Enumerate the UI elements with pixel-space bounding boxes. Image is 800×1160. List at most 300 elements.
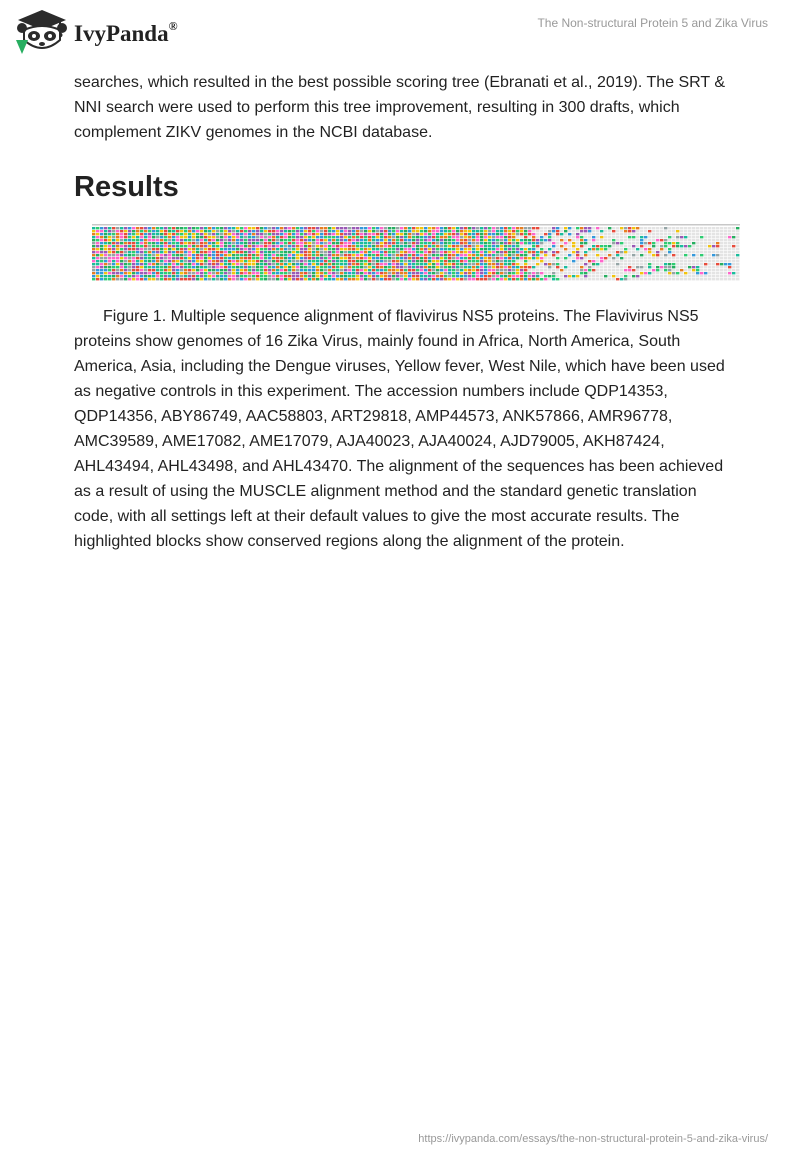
- alignment-cell: [424, 278, 427, 280]
- alignment-cell: [224, 278, 227, 280]
- alignment-cell: [480, 272, 483, 274]
- alignment-cell: [244, 239, 247, 241]
- alignment-cell: [652, 239, 655, 241]
- alignment-cell: [368, 227, 371, 229]
- alignment-cell: [448, 275, 451, 277]
- alignment-cell: [300, 272, 303, 274]
- alignment-cell: [360, 245, 363, 247]
- alignment-cell: [536, 269, 539, 271]
- alignment-cell: [636, 266, 639, 268]
- alignment-cell: [524, 263, 527, 265]
- alignment-cell: [344, 230, 347, 232]
- alignment-cell: [356, 266, 359, 268]
- alignment-cell: [316, 245, 319, 247]
- alignment-cell: [244, 254, 247, 256]
- footer-url[interactable]: https://ivypanda.com/essays/the-non-structural-protein-5-and-zika-virus/: [418, 1133, 768, 1145]
- alignment-cell: [420, 248, 423, 250]
- alignment-cell: [604, 227, 607, 229]
- alignment-cell: [472, 239, 475, 241]
- alignment-cell: [460, 227, 463, 229]
- alignment-cell: [240, 263, 243, 265]
- alignment-cell: [628, 275, 631, 277]
- alignment-cell: [292, 251, 295, 253]
- alignment-cell: [508, 269, 511, 271]
- alignment-cell: [368, 239, 371, 241]
- alignment-cell: [596, 251, 599, 253]
- alignment-cell: [436, 260, 439, 262]
- alignment-cell: [460, 266, 463, 268]
- alignment-cell: [280, 245, 283, 247]
- alignment-cell: [668, 227, 671, 229]
- alignment-cell: [180, 278, 183, 280]
- alignment-cell: [368, 230, 371, 232]
- alignment-cell: [144, 257, 147, 259]
- alignment-cell: [400, 242, 403, 244]
- alignment-cell: [464, 278, 467, 280]
- alignment-cell: [292, 257, 295, 259]
- alignment-cell: [420, 230, 423, 232]
- alignment-cell: [500, 248, 503, 250]
- alignment-cell: [468, 263, 471, 265]
- alignment-cell: [684, 272, 687, 274]
- alignment-cell: [324, 245, 327, 247]
- alignment-cell: [712, 227, 715, 229]
- alignment-cell: [204, 248, 207, 250]
- alignment-cell: [204, 257, 207, 259]
- alignment-cell: [284, 260, 287, 262]
- alignment-cell: [276, 248, 279, 250]
- alignment-cell: [432, 236, 435, 238]
- alignment-cell: [728, 254, 731, 256]
- alignment-cell: [112, 227, 115, 229]
- alignment-cell: [504, 230, 507, 232]
- alignment-cell: [656, 245, 659, 247]
- alignment-cell: [680, 269, 683, 271]
- alignment-cell: [604, 278, 607, 280]
- alignment-cell: [436, 242, 439, 244]
- alignment-cell: [212, 278, 215, 280]
- alignment-cell: [220, 230, 223, 232]
- alignment-cell: [708, 278, 711, 280]
- alignment-cell: [588, 269, 591, 271]
- alignment-cell: [540, 251, 543, 253]
- alignment-cell: [660, 260, 663, 262]
- alignment-cell: [624, 254, 627, 256]
- alignment-cell: [708, 251, 711, 253]
- alignment-cell: [132, 272, 135, 274]
- alignment-cell: [536, 278, 539, 280]
- alignment-cell: [284, 254, 287, 256]
- alignment-cell: [436, 269, 439, 271]
- alignment-cell: [456, 263, 459, 265]
- alignment-cell: [196, 269, 199, 271]
- alignment-cell: [432, 263, 435, 265]
- alignment-cell: [320, 227, 323, 229]
- alignment-cell: [336, 242, 339, 244]
- alignment-cell: [484, 242, 487, 244]
- alignment-cell: [612, 230, 615, 232]
- alignment-cell: [652, 272, 655, 274]
- alignment-cell: [108, 236, 111, 238]
- alignment-cell: [256, 260, 259, 262]
- alignment-cell: [736, 233, 739, 235]
- alignment-cell: [280, 278, 283, 280]
- alignment-cell: [580, 272, 583, 274]
- alignment-cell: [592, 233, 595, 235]
- alignment-cell: [448, 260, 451, 262]
- alignment-cell: [552, 242, 555, 244]
- alignment-cell: [520, 269, 523, 271]
- alignment-cell: [288, 248, 291, 250]
- alignment-cell: [592, 278, 595, 280]
- alignment-cell: [496, 230, 499, 232]
- alignment-cell: [188, 227, 191, 229]
- alignment-cell: [548, 230, 551, 232]
- alignment-cell: [620, 227, 623, 229]
- alignment-cell: [556, 266, 559, 268]
- alignment-cell: [676, 248, 679, 250]
- alignment-cell: [132, 227, 135, 229]
- alignment-cell: [144, 263, 147, 265]
- alignment-cell: [416, 245, 419, 247]
- alignment-cell: [280, 230, 283, 232]
- alignment-cell: [536, 257, 539, 259]
- alignment-cell: [532, 275, 535, 277]
- alignment-cell: [664, 257, 667, 259]
- alignment-cell: [360, 278, 363, 280]
- alignment-cell: [480, 233, 483, 235]
- alignment-cell: [112, 251, 115, 253]
- alignment-cell: [408, 251, 411, 253]
- alignment-cell: [528, 248, 531, 250]
- alignment-cell: [628, 230, 631, 232]
- alignment-cell: [456, 245, 459, 247]
- alignment-cell: [608, 245, 611, 247]
- alignment-cell: [632, 239, 635, 241]
- alignment-cell: [116, 278, 119, 280]
- alignment-cell: [720, 269, 723, 271]
- alignment-cell: [656, 239, 659, 241]
- alignment-cell: [592, 245, 595, 247]
- alignment-cell: [296, 272, 299, 274]
- alignment-cell: [516, 251, 519, 253]
- alignment-cell: [672, 272, 675, 274]
- alignment-cell: [172, 233, 175, 235]
- alignment-cell: [496, 227, 499, 229]
- alignment-cell: [548, 257, 551, 259]
- alignment-cell: [704, 278, 707, 280]
- alignment-cell: [140, 260, 143, 262]
- alignment-cell: [456, 230, 459, 232]
- alignment-cell: [556, 251, 559, 253]
- alignment-cell: [92, 257, 95, 259]
- alignment-cell: [736, 275, 739, 277]
- alignment-cell: [412, 248, 415, 250]
- alignment-cell: [368, 275, 371, 277]
- alignment-cell: [384, 242, 387, 244]
- alignment-cell: [696, 275, 699, 277]
- alignment-cell: [572, 248, 575, 250]
- alignment-cell: [380, 263, 383, 265]
- alignment-cell: [588, 266, 591, 268]
- alignment-cell: [500, 275, 503, 277]
- alignment-cell: [216, 275, 219, 277]
- alignment-cell: [284, 248, 287, 250]
- alignment-cell: [568, 245, 571, 247]
- alignment-cell: [512, 245, 515, 247]
- alignment-cell: [432, 251, 435, 253]
- alignment-cell: [472, 233, 475, 235]
- alignment-cell: [196, 230, 199, 232]
- alignment-cell: [640, 245, 643, 247]
- alignment-cell: [628, 242, 631, 244]
- alignment-cell: [248, 251, 251, 253]
- alignment-cell: [712, 275, 715, 277]
- alignment-cell: [132, 245, 135, 247]
- alignment-cell: [544, 269, 547, 271]
- alignment-cell: [512, 260, 515, 262]
- alignment-cell: [652, 257, 655, 259]
- alignment-cell: [464, 275, 467, 277]
- alignment-cell: [164, 263, 167, 265]
- ivypanda-logo[interactable]: [14, 8, 178, 56]
- alignment-cell: [524, 239, 527, 241]
- alignment-cell: [136, 254, 139, 256]
- alignment-cell: [532, 233, 535, 235]
- alignment-cell: [576, 254, 579, 256]
- alignment-cell: [444, 227, 447, 229]
- alignment-cell: [132, 233, 135, 235]
- alignment-cell: [624, 236, 627, 238]
- alignment-cell: [692, 251, 695, 253]
- alignment-cell: [672, 248, 675, 250]
- alignment-cell: [716, 248, 719, 250]
- alignment-cell: [160, 269, 163, 271]
- alignment-cell: [712, 260, 715, 262]
- alignment-cell: [480, 230, 483, 232]
- alignment-cell: [504, 233, 507, 235]
- alignment-cell: [300, 227, 303, 229]
- alignment-cell: [472, 269, 475, 271]
- alignment-cell: [100, 236, 103, 238]
- alignment-cell: [92, 233, 95, 235]
- alignment-cell: [104, 269, 107, 271]
- alignment-cell: [684, 245, 687, 247]
- alignment-cell: [292, 275, 295, 277]
- alignment-cell: [388, 266, 391, 268]
- alignment-cell: [524, 248, 527, 250]
- alignment-cell: [376, 275, 379, 277]
- alignment-cell: [488, 251, 491, 253]
- alignment-cell: [212, 251, 215, 253]
- alignment-cell: [96, 269, 99, 271]
- alignment-cell: [404, 278, 407, 280]
- alignment-cell: [716, 272, 719, 274]
- alignment-cell: [724, 245, 727, 247]
- alignment-cell: [264, 239, 267, 241]
- alignment-cell: [140, 257, 143, 259]
- alignment-cell: [288, 275, 291, 277]
- alignment-cell: [588, 245, 591, 247]
- alignment-cell: [636, 233, 639, 235]
- alignment-cell: [172, 272, 175, 274]
- alignment-cell: [216, 257, 219, 259]
- alignment-cell: [116, 239, 119, 241]
- alignment-cell: [328, 257, 331, 259]
- alignment-cell: [204, 263, 207, 265]
- alignment-cell: [704, 275, 707, 277]
- alignment-cell: [580, 239, 583, 241]
- alignment-cell: [532, 263, 535, 265]
- alignment-cell: [364, 248, 367, 250]
- alignment-cell: [616, 272, 619, 274]
- alignment-cell: [400, 233, 403, 235]
- alignment-cell: [324, 239, 327, 241]
- alignment-cell: [552, 227, 555, 229]
- alignment-cell: [332, 266, 335, 268]
- alignment-cell: [284, 242, 287, 244]
- alignment-cell: [244, 227, 247, 229]
- alignment-cell: [152, 269, 155, 271]
- alignment-cell: [728, 278, 731, 280]
- alignment-cell: [392, 275, 395, 277]
- alignment-cell: [240, 242, 243, 244]
- alignment-cell: [172, 230, 175, 232]
- alignment-cell: [728, 242, 731, 244]
- alignment-cell: [368, 272, 371, 274]
- alignment-cell: [484, 227, 487, 229]
- alignment-cell: [728, 269, 731, 271]
- alignment-cell: [600, 236, 603, 238]
- alignment-cell: [520, 236, 523, 238]
- alignment-cell: [92, 278, 95, 280]
- alignment-cell: [188, 278, 191, 280]
- alignment-cell: [668, 272, 671, 274]
- alignment-cell: [460, 242, 463, 244]
- alignment-cell: [696, 272, 699, 274]
- alignment-cell: [252, 269, 255, 271]
- alignment-cell: [312, 242, 315, 244]
- alignment-cell: [468, 233, 471, 235]
- alignment-cell: [712, 236, 715, 238]
- alignment-cell: [364, 251, 367, 253]
- alignment-cell: [428, 263, 431, 265]
- alignment-cell: [600, 260, 603, 262]
- alignment-cell: [224, 257, 227, 259]
- alignment-cell: [528, 242, 531, 244]
- alignment-cell: [612, 266, 615, 268]
- alignment-cell: [308, 266, 311, 268]
- alignment-cell: [180, 248, 183, 250]
- alignment-cell: [708, 230, 711, 232]
- alignment-cell: [608, 260, 611, 262]
- alignment-cell: [276, 227, 279, 229]
- alignment-cell: [632, 272, 635, 274]
- alignment-cell: [536, 266, 539, 268]
- alignment-cell: [440, 257, 443, 259]
- alignment-cell: [688, 239, 691, 241]
- alignment-cell: [196, 257, 199, 259]
- alignment-cell: [492, 239, 495, 241]
- alignment-cell: [504, 245, 507, 247]
- alignment-cell: [476, 278, 479, 280]
- alignment-cell: [228, 236, 231, 238]
- alignment-cell: [632, 233, 635, 235]
- alignment-cell: [192, 275, 195, 277]
- alignment-cell: [468, 227, 471, 229]
- alignment-cell: [232, 236, 235, 238]
- alignment-cell: [452, 257, 455, 259]
- alignment-cell: [124, 248, 127, 250]
- alignment-cell: [364, 269, 367, 271]
- alignment-cell: [172, 254, 175, 256]
- alignment-cell: [200, 260, 203, 262]
- alignment-cell: [564, 236, 567, 238]
- alignment-cell: [656, 263, 659, 265]
- alignment-cell: [496, 242, 499, 244]
- alignment-cell: [728, 257, 731, 259]
- alignment-cell: [720, 272, 723, 274]
- alignment-cell: [500, 266, 503, 268]
- alignment-cell: [96, 272, 99, 274]
- alignment-cell: [348, 236, 351, 238]
- alignment-cell: [664, 272, 667, 274]
- alignment-cell: [96, 257, 99, 259]
- alignment-cell: [92, 251, 95, 253]
- alignment-cell: [328, 233, 331, 235]
- alignment-cell: [160, 245, 163, 247]
- alignment-cell: [264, 236, 267, 238]
- alignment-cell: [604, 266, 607, 268]
- alignment-cell: [176, 266, 179, 268]
- alignment-cell: [532, 245, 535, 247]
- alignment-cell: [416, 275, 419, 277]
- alignment-cell: [528, 230, 531, 232]
- alignment-cell: [380, 245, 383, 247]
- alignment-cell: [260, 269, 263, 271]
- alignment-cell: [560, 278, 563, 280]
- alignment-cell: [384, 254, 387, 256]
- alignment-cell: [332, 272, 335, 274]
- alignment-cell: [372, 236, 375, 238]
- alignment-cell: [148, 278, 151, 280]
- alignment-cell: [420, 233, 423, 235]
- alignment-cell: [616, 251, 619, 253]
- alignment-cell: [112, 257, 115, 259]
- alignment-cell: [360, 263, 363, 265]
- alignment-cell: [520, 260, 523, 262]
- alignment-cell: [704, 272, 707, 274]
- alignment-cell: [348, 251, 351, 253]
- alignment-cell: [224, 251, 227, 253]
- alignment-cell: [284, 272, 287, 274]
- alignment-cell: [580, 242, 583, 244]
- alignment-cell: [328, 248, 331, 250]
- alignment-cell: [660, 239, 663, 241]
- alignment-cell: [332, 251, 335, 253]
- alignment-cell: [560, 248, 563, 250]
- alignment-cell: [320, 263, 323, 265]
- alignment-cell: [380, 266, 383, 268]
- alignment-cell: [516, 263, 519, 265]
- alignment-cell: [680, 248, 683, 250]
- alignment-cell: [244, 248, 247, 250]
- alignment-cell: [284, 278, 287, 280]
- alignment-cell: [516, 233, 519, 235]
- alignment-cell: [732, 266, 735, 268]
- alignment-cell: [276, 251, 279, 253]
- alignment-cell: [212, 242, 215, 244]
